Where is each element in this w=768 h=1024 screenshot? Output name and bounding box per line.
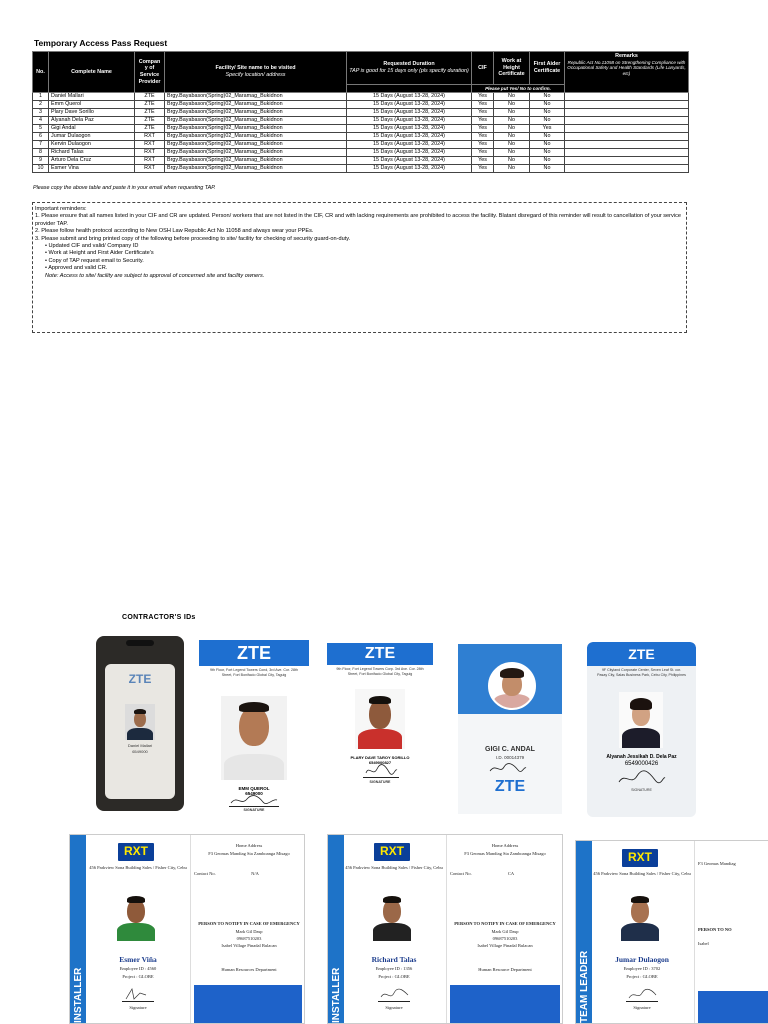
signature-scribble bbox=[229, 794, 279, 806]
cell-cif: Yes bbox=[472, 93, 494, 101]
signature-scribble bbox=[617, 770, 667, 786]
signature bbox=[626, 987, 658, 1002]
cell-duration: 15 Days (August 13-28, 2024) bbox=[347, 133, 472, 141]
cell-facility: Brgy.Bayabason(Spring)02_Maramag_Bukidnon bbox=[165, 93, 347, 101]
table-row bbox=[33, 93, 689, 101]
yes-no-note: Please put Yes/ No to confirm. bbox=[472, 85, 565, 93]
photo-hair bbox=[134, 709, 146, 714]
tap-table bbox=[32, 51, 689, 173]
table-row bbox=[33, 157, 689, 165]
cell-aider: No bbox=[530, 149, 565, 157]
signature bbox=[617, 770, 667, 786]
id-card-emm-querol bbox=[199, 640, 309, 815]
cell-facility: Brgy.Bayabason(Spring)02_Maramag_Bukidnon bbox=[165, 141, 347, 149]
cell-no: 8 bbox=[33, 149, 49, 157]
rxt-id-jumar-dulaogon bbox=[575, 840, 768, 1024]
photo-gigi-andal bbox=[488, 662, 536, 710]
photo-hair bbox=[383, 896, 401, 903]
cell-remarks bbox=[565, 109, 689, 117]
cell-aider: No bbox=[530, 141, 565, 149]
cell-no: 3 bbox=[33, 109, 49, 117]
cell-height: No bbox=[494, 133, 530, 141]
cell-no: 6 bbox=[33, 133, 49, 141]
photo-jumar-dulaogon bbox=[618, 891, 662, 941]
cell-remarks bbox=[565, 101, 689, 109]
photo-alyanah-dela-paz bbox=[619, 692, 663, 748]
cell-remarks bbox=[565, 93, 689, 101]
lanyard-slot bbox=[126, 640, 154, 646]
photo-shirt bbox=[373, 923, 411, 941]
cell-facility: Brgy.Bayabason(Spring)02_Maramag_Bukidnon bbox=[165, 125, 347, 133]
photo-shirt bbox=[621, 923, 659, 941]
signature-label: SIGNATURE bbox=[369, 780, 391, 784]
cell-duration: 15 Days (August 13-28, 2024) bbox=[347, 149, 472, 157]
zte-logo: ZTE bbox=[199, 640, 309, 666]
employee-number: Employee ID : 3702 bbox=[623, 966, 661, 971]
cell-height: No bbox=[494, 93, 530, 101]
cell-name: Alyanah Dela Paz bbox=[49, 117, 135, 125]
photo-shirt bbox=[127, 728, 153, 740]
id-number: 6549000 bbox=[132, 749, 148, 754]
signature-label: Signature bbox=[385, 1005, 403, 1010]
emergency-name: Isabel bbox=[698, 941, 709, 946]
emergency-name: Mark Gil Dasp bbox=[235, 929, 263, 934]
id-number: 6549000 bbox=[245, 791, 263, 796]
cell-height: No bbox=[494, 165, 530, 173]
photo-shirt bbox=[224, 754, 284, 780]
header-cif: CIF bbox=[472, 52, 494, 85]
home-address-label: Home Address bbox=[491, 843, 519, 848]
card-fold bbox=[190, 835, 191, 1023]
terms-panel bbox=[450, 985, 560, 1024]
cell-facility: Brgy.Bayabason(Spring)02_Maramag_Bukidnon bbox=[165, 109, 347, 117]
signature-label: SIGNATURE bbox=[243, 808, 265, 812]
signature bbox=[122, 987, 154, 1002]
table-row bbox=[33, 109, 689, 117]
id-number: 6549000827 bbox=[368, 760, 392, 765]
cell-company: ZTE bbox=[135, 93, 165, 101]
card-fold bbox=[446, 835, 447, 1023]
header-height: Work at Height Certificate bbox=[494, 52, 530, 85]
header-remarks-sub: Republic Act No.11058 on Strengthening Compliance with Occupational Safety and Health Standards (Life Lanyards, etc) bbox=[567, 59, 686, 77]
home-address: F3 Geomas Mandiag bbox=[698, 861, 736, 866]
table-row bbox=[33, 117, 689, 125]
photo-shirt bbox=[494, 694, 530, 710]
cell-aider: No bbox=[530, 93, 565, 101]
cell-company: RXT bbox=[135, 149, 165, 157]
cell-duration: 15 Days (August 13-28, 2024) bbox=[347, 125, 472, 133]
signature bbox=[488, 762, 528, 774]
signature-scribble bbox=[626, 987, 658, 1001]
rxt-logo: RXT bbox=[374, 843, 410, 861]
emergency-name: Mark Gil Dasp bbox=[491, 929, 519, 934]
cell-name: Emm Querol bbox=[49, 101, 135, 109]
zte-logo: ZTE bbox=[327, 643, 433, 665]
terms-panel bbox=[194, 985, 302, 1024]
cell-remarks bbox=[565, 125, 689, 133]
cell-duration: 15 Days (August 13-28, 2024) bbox=[347, 165, 472, 173]
cell-company: RXT bbox=[135, 141, 165, 149]
cell-no: 7 bbox=[33, 141, 49, 149]
cell-aider: Yes bbox=[530, 125, 565, 133]
reminder-item: 1. Please ensure that all names listed in your CIF and CR are updated. Person/ workers that are not listed in the CIF, CR and with lacking requirements are prohibited to access the facility. Blatant disregard of this reminder will result to cancellation of your service provider TAP. bbox=[35, 213, 681, 227]
header-facility-sub: Specify location/ address bbox=[225, 72, 286, 78]
reminder-item: 2. Please follow health protocol according to New OSH Law Republic Act No 11058 and always wear your PPEs. bbox=[35, 228, 314, 235]
document-title: Temporary Access Pass Request bbox=[34, 38, 168, 48]
cell-height: No bbox=[494, 141, 530, 149]
table-row bbox=[33, 125, 689, 133]
cell-height: No bbox=[494, 117, 530, 125]
header-no: No. bbox=[33, 52, 49, 93]
role-label: INSTALLER bbox=[331, 967, 342, 1023]
project: Project : GLOBE bbox=[626, 974, 658, 979]
cell-facility: Brgy.Bayabason(Spring)02_Maramag_Bukidnon bbox=[165, 157, 347, 165]
header-aider: First Aider Certificate bbox=[530, 52, 565, 85]
reminders-heading: Important reminders: bbox=[35, 206, 87, 212]
contact-label: Contact No. bbox=[194, 871, 216, 876]
header-duration-spacer bbox=[347, 85, 472, 93]
project: Project : GLOBE bbox=[378, 974, 410, 979]
reminder-note: Note: Access to site/ facility are subject to approval of concerned site and facility owners. bbox=[45, 272, 265, 279]
company-address: 456 Parkview Sona Building Sales / Fisher City, Cebu bbox=[345, 865, 443, 870]
photo-hair bbox=[239, 702, 269, 712]
id-card-alyanah-dela-paz bbox=[587, 642, 696, 817]
home-address-label: Home Address bbox=[235, 843, 263, 848]
reminder-bullet: • Copy of TAP request email to Security. bbox=[45, 257, 144, 264]
cell-facility: Brgy.Bayabason(Spring)02_Maramag_Bukidnon bbox=[165, 117, 347, 125]
photo-emm-querol bbox=[221, 696, 287, 780]
id-address: 9th Floor, Fort Legend Towers Cond, 3rd Ave. Cor. 28th Street, Fort Bonifacio Global City, Taguig bbox=[210, 668, 298, 677]
cell-company: ZTE bbox=[135, 117, 165, 125]
cell-duration: 15 Days (August 13-28, 2024) bbox=[347, 117, 472, 125]
cell-no: 4 bbox=[33, 117, 49, 125]
emergency-label: PERSON TO NO bbox=[698, 927, 732, 932]
photo-shirt bbox=[622, 728, 660, 748]
cell-company: RXT bbox=[135, 133, 165, 141]
cell-facility: Brgy.Bayabason(Spring)02_Maramag_Bukidnon bbox=[165, 165, 347, 173]
cell-name: Arturo Dela Cruz bbox=[49, 157, 135, 165]
photo-hair bbox=[127, 896, 145, 903]
cell-duration: 15 Days (August 13-28, 2024) bbox=[347, 109, 472, 117]
cell-aider: No bbox=[530, 133, 565, 141]
cell-no: 1 bbox=[33, 93, 49, 101]
id-name: Daniel Mallari bbox=[127, 743, 153, 748]
id-card-daniel-mallari bbox=[96, 636, 184, 811]
signature bbox=[378, 987, 410, 1002]
rxt-id-esmer-vina bbox=[69, 834, 305, 1024]
signature bbox=[363, 763, 399, 778]
zte-logo: ZTE bbox=[494, 778, 526, 795]
cell-height: No bbox=[494, 149, 530, 157]
cell-cif: Yes bbox=[472, 157, 494, 165]
photo-face bbox=[239, 706, 269, 746]
table-row bbox=[33, 133, 689, 141]
id-name: Alyanah Jessikah D. Dela Paz bbox=[606, 754, 677, 760]
role-bar bbox=[328, 835, 344, 1023]
cell-remarks bbox=[565, 141, 689, 149]
cell-cif: Yes bbox=[472, 133, 494, 141]
zte-logo: ZTE bbox=[587, 642, 696, 666]
header-remarks bbox=[565, 52, 689, 93]
cell-remarks bbox=[565, 165, 689, 173]
header-name: Complete Name bbox=[49, 52, 135, 93]
cell-company: RXT bbox=[135, 157, 165, 165]
signature-label: Signature bbox=[633, 1005, 651, 1010]
table-row bbox=[33, 141, 689, 149]
cell-name: Daniel Mallari bbox=[49, 93, 135, 101]
cell-name: Jumar Dulaogon bbox=[49, 133, 135, 141]
id-card-gigi-andal bbox=[458, 644, 562, 814]
emergency-address: Isabel Village Pinadal Bulacan bbox=[477, 943, 533, 948]
cell-no: 2 bbox=[33, 101, 49, 109]
emergency-phone: 09687510203 bbox=[492, 936, 518, 941]
reminder-bullet: • Work at Height and First Aider Certificate's bbox=[45, 250, 154, 257]
cell-duration: 15 Days (August 13-28, 2024) bbox=[347, 93, 472, 101]
cell-height: No bbox=[494, 157, 530, 165]
id-name: Richard Talas bbox=[371, 955, 417, 964]
id-name: EMM QUEROL bbox=[238, 786, 270, 791]
cell-name: Richard Talas bbox=[49, 149, 135, 157]
cell-company: ZTE bbox=[135, 109, 165, 117]
emergency-label: PERSON TO NOTIFY IN CASE OF EMERGENCY bbox=[454, 921, 556, 926]
cell-company: ZTE bbox=[135, 101, 165, 109]
cell-no: 5 bbox=[33, 125, 49, 133]
reminder-bullet: • Updated CIF and valid/ Company ID bbox=[45, 243, 139, 250]
cell-cif: Yes bbox=[472, 117, 494, 125]
hr-label: Human Resources Department bbox=[221, 967, 277, 972]
cell-remarks bbox=[565, 117, 689, 125]
header-facility bbox=[165, 52, 347, 93]
cell-height: No bbox=[494, 125, 530, 133]
id-number: I.D. 00014379 bbox=[495, 755, 525, 760]
rxt-logo: RXT bbox=[118, 843, 154, 861]
cell-facility: Brgy.Bayabason(Spring)02_Maramag_Bukidnon bbox=[165, 149, 347, 157]
photo-shirt bbox=[358, 729, 402, 749]
card-holder bbox=[105, 664, 175, 799]
cell-remarks bbox=[565, 157, 689, 165]
cell-cif: Yes bbox=[472, 141, 494, 149]
cell-duration: 15 Days (August 13-28, 2024) bbox=[347, 101, 472, 109]
zte-logo: ZTE bbox=[128, 672, 152, 686]
rxt-logo: RXT bbox=[622, 849, 658, 867]
cell-height: No bbox=[494, 101, 530, 109]
photo-esmer-vina bbox=[114, 891, 158, 941]
cell-aider: No bbox=[530, 117, 565, 125]
table-row bbox=[33, 165, 689, 173]
cell-cif: Yes bbox=[472, 125, 494, 133]
home-address: F3 Geomas Mandiag Sta Zamboanga Misago bbox=[464, 851, 546, 856]
cell-duration: 15 Days (August 13-28, 2024) bbox=[347, 157, 472, 165]
home-address: F3 Geomas Mandiag Sta Zamboanga Misago bbox=[208, 851, 290, 856]
cell-company: ZTE bbox=[135, 125, 165, 133]
contractor-ids-title: CONTRACTOR'S IDs bbox=[122, 614, 196, 621]
reminders-box bbox=[32, 202, 687, 333]
photo-hair bbox=[630, 698, 652, 710]
contact-value: N/A bbox=[251, 871, 259, 876]
terms-panel bbox=[698, 991, 768, 1024]
emergency-phone: 09687510203 bbox=[236, 936, 262, 941]
role-bar bbox=[70, 835, 86, 1023]
emergency-label: PERSON TO NOTIFY IN CASE OF EMERGENCY bbox=[198, 921, 300, 926]
cell-name: Plary Dave Sorillo bbox=[49, 109, 135, 117]
cell-aider: No bbox=[530, 101, 565, 109]
emergency-address: Isabel Village Pinadal Bulacan bbox=[221, 943, 277, 948]
cell-aider: No bbox=[530, 165, 565, 173]
cell-duration: 15 Days (August 13-28, 2024) bbox=[347, 141, 472, 149]
header-duration-label: Requested Duration bbox=[383, 61, 435, 68]
cell-cif: Yes bbox=[472, 165, 494, 173]
cell-no: 9 bbox=[33, 157, 49, 165]
cell-name: Kervin Dulaogon bbox=[49, 141, 135, 149]
cell-cif: Yes bbox=[472, 149, 494, 157]
cell-company: RXT bbox=[135, 165, 165, 173]
hr-label: Human Resource Department bbox=[478, 967, 532, 972]
cell-no: 10 bbox=[33, 165, 49, 173]
id-name: GIGI C. ANDAL bbox=[485, 746, 535, 753]
cell-aider: No bbox=[530, 109, 565, 117]
photo-daniel-mallari bbox=[125, 704, 155, 740]
header-remarks-label: Remarks bbox=[615, 53, 638, 59]
signature-scribble bbox=[378, 987, 410, 1001]
signature-scribble bbox=[122, 987, 154, 1001]
role-label: TEAM LEADER bbox=[579, 950, 590, 1023]
company-address: 456 Parkview Sona Building Sales / Fisher City, Cebu bbox=[593, 871, 691, 876]
id-name: PLARY DAVE TAROY SORILLO bbox=[350, 755, 410, 760]
photo-hair bbox=[631, 896, 649, 903]
cell-remarks bbox=[565, 133, 689, 141]
header-company: Compan y of Service Provider bbox=[135, 52, 165, 93]
contact-value: CA bbox=[507, 871, 515, 876]
id-name: Jumar Dulaogon bbox=[615, 955, 669, 964]
reminder-item: 3. Please submit and bring printed copy of the following before proceeding to site/ facility for checking of security guard-on-duty. bbox=[35, 235, 351, 242]
contact-label: Contact No. bbox=[450, 871, 472, 876]
company-address: 456 Parkview Sona Building Sales / Fisher City, Cebu bbox=[89, 865, 187, 870]
header-duration bbox=[347, 52, 472, 85]
employee-number: Employee ID : 4560 bbox=[119, 966, 157, 971]
cell-name: Gigi Andal bbox=[49, 125, 135, 133]
employee-number: Employee ID : 1356 bbox=[375, 966, 413, 971]
signature bbox=[229, 794, 279, 807]
signature-scribble bbox=[363, 763, 399, 777]
id-address: 9F Cityland Corporate Center, Seven Leaf St. cor. Pasay City, Salas Business Park, Cebu City, Philippines bbox=[597, 668, 686, 677]
id-address: 9th Floor, Fort Legend Towers Corp. 3rd Ave. Cor. 28th Street, Fort Bonifacio Global City, Taguig bbox=[336, 667, 424, 676]
card-fold bbox=[694, 841, 695, 1023]
id-number: 6549000426 bbox=[624, 761, 659, 767]
photo-richard-talas bbox=[370, 891, 414, 941]
cell-cif: Yes bbox=[472, 101, 494, 109]
cell-name: Esmer Vina bbox=[49, 165, 135, 173]
table-row bbox=[33, 149, 689, 157]
photo-shirt bbox=[117, 923, 155, 941]
photo-hair bbox=[500, 668, 524, 678]
cell-remarks bbox=[565, 149, 689, 157]
header-duration-sub: TAP is good for 15 days only (pls specify duration) bbox=[349, 68, 469, 74]
copy-note: Please copy the above table and paste it in your email when requesting TAP. bbox=[33, 185, 216, 191]
signature-scribble bbox=[488, 762, 528, 774]
cell-cif: Yes bbox=[472, 109, 494, 117]
signature-label: SIGNATURE bbox=[631, 788, 652, 792]
header-facility-label: Facility/ Site name to be visited bbox=[215, 65, 296, 72]
table-row bbox=[33, 101, 689, 109]
id-card-plary-dave-sorillo bbox=[327, 643, 433, 808]
cell-aider: No bbox=[530, 157, 565, 165]
rxt-id-richard-talas bbox=[327, 834, 563, 1024]
photo-plary-dave-sorillo bbox=[355, 689, 405, 749]
signature-label: Signature bbox=[129, 1005, 147, 1010]
photo-hair bbox=[369, 696, 391, 704]
cell-height: No bbox=[494, 109, 530, 117]
cell-facility: Brgy.Bayabason(Spring)02_Maramag_Bukidnon bbox=[165, 101, 347, 109]
cell-facility: Brgy.Bayabason(Spring)02_Maramag_Bukidnon bbox=[165, 133, 347, 141]
id-name: Esmer Viña bbox=[119, 955, 157, 964]
project: Project : GLOBE bbox=[122, 974, 154, 979]
reminder-bullet: • Approved and valid CR. bbox=[45, 265, 108, 272]
role-label: INSTALLER bbox=[73, 967, 84, 1023]
role-bar bbox=[576, 841, 592, 1023]
